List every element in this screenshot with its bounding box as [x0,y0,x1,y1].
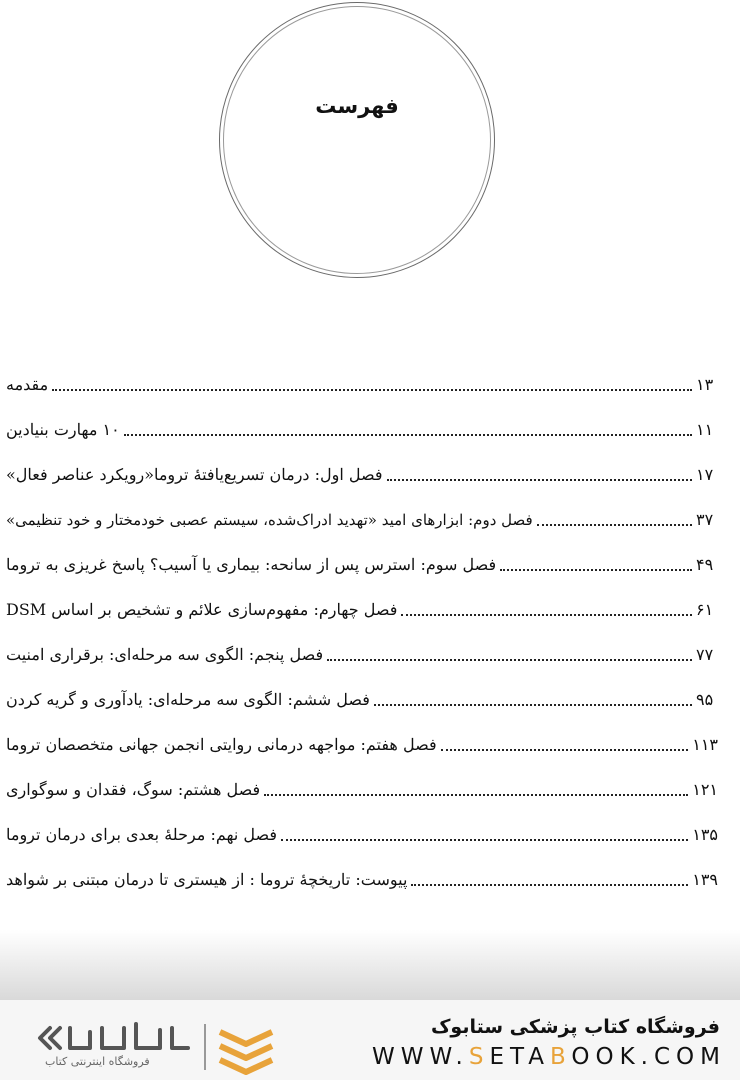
toc-leader [264,794,688,796]
toc-leader [52,389,692,391]
watermark-footer [0,1000,740,1080]
toc-page-number: ۷۷ [696,645,714,664]
toc-leader [327,659,692,661]
url-part-2: ETA [489,1044,551,1070]
url-part-1: WWW. [371,1044,469,1070]
toc-leader [500,569,692,571]
url-part-3: OOK.COM [571,1044,726,1070]
url-highlight-b: B [550,1044,572,1070]
toc-label: پیوست: تاریخچهٔ تروما : از هیستری تا درمان مبتنی بر شواهد [6,870,408,889]
toc-label: فصل دوم: ابزارهای امید «تهدید ادراک‌شده، سیستم عصبی خودمختار و خود تنظیمی» [6,511,533,529]
toc-row [6,636,718,666]
toc-row [6,861,718,891]
toc-page-number: ۶۱ [696,600,714,619]
toc-page-number: ۴۹ [696,555,714,574]
toc-leader [401,614,692,616]
toc-label: مقدمه [6,375,49,394]
toc-row [6,366,718,396]
toc-page-number: ۱۳۵ [692,825,718,844]
toc-row [6,681,718,711]
toc-label: فصل ششم: الگوی سه مرحله‌ای: یادآوری و گریه کردن [6,690,370,709]
toc-page-number: ۹۵ [696,690,714,709]
toc-label: ۱۰ مهارت بنیادین [6,420,120,439]
toc-leader [411,884,688,886]
toc-row [6,411,718,441]
toc-leader [537,524,692,526]
toc-row [6,546,718,576]
page-title: فهرست [315,94,399,118]
toc-leader [281,839,688,841]
toc-leader [387,479,692,481]
footer-fade [0,930,740,1000]
toc-row [6,501,718,531]
toc-label: فصل پنجم: الگوی سه مرحله‌ای: برقراری امنیت [6,645,324,664]
toc-row [6,816,718,846]
logo-tagline: فروشگاه اینترنتی کتاب [45,1055,150,1068]
toc-page-number: ۱۱۳ [692,735,718,754]
toc-label: فصل چهارم: مفهوم‌سازی علائم و تشخیص بر اساس DSM [6,600,398,619]
toc-page-number: ۱۷ [696,465,714,484]
toc-leader [374,704,692,706]
toc-page-number: ۱۳۹ [692,870,718,889]
toc-page-number: ۳۷ [696,510,714,529]
toc-row [6,726,718,756]
toc-row [6,456,718,486]
toc-label: فصل هفتم: مواجهه درمانی روایتی انجمن جهانی متخصصان تروما [6,735,437,754]
toc-leader [124,434,692,436]
toc-page-number: ۱۲۱ [692,780,718,799]
toc-page-number: ۱۳ [696,375,714,394]
toc-label: فصل سوم: استرس پس از سانحه: بیماری یا آسیب؟ پاسخ غریزی به تروما [6,555,497,574]
toc-label: فصل هشتم: سوگ، فقدان و سوگواری [6,780,261,799]
toc-page-number: ۱۱ [696,420,714,439]
toc-row [6,771,718,801]
url-highlight-s: S [468,1044,490,1070]
shop-name: فروشگاه کتاب پزشکی ستابوک [430,1016,720,1038]
title-circle-inner [223,6,491,274]
toc-row [6,591,718,621]
toc-leader [441,749,689,751]
toc-label: فصل اول: درمان تسریع‌یافتهٔ تروما«رویکرد عناصر فعال» [6,465,383,484]
shop-url [372,1044,726,1070]
toc-label: فصل نهم: مرحلهٔ بعدی برای درمان تروما [6,825,278,844]
